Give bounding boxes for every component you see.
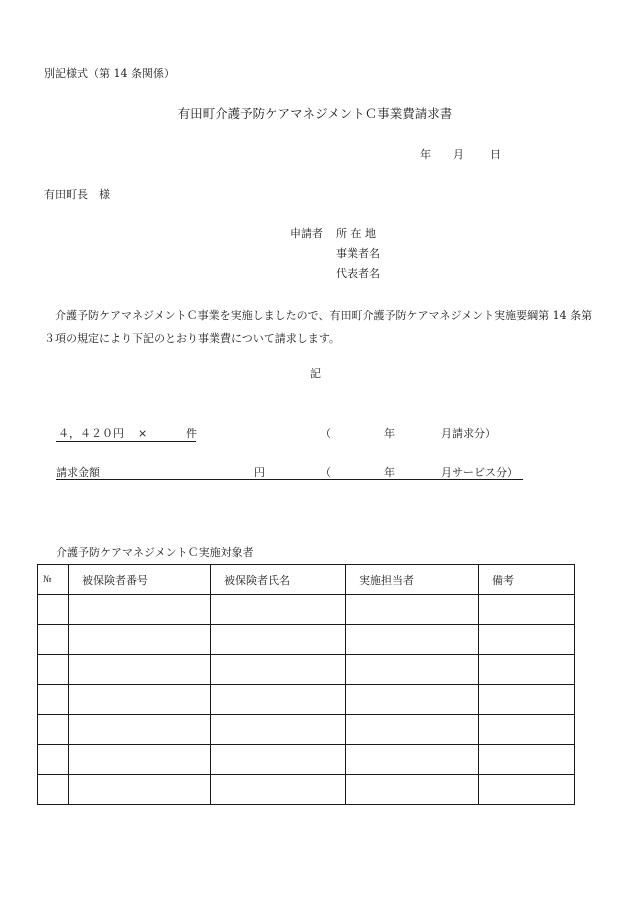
col-header-remarks: 備考	[479, 565, 575, 595]
table-cell[interactable]	[211, 685, 346, 715]
table-cell[interactable]	[69, 625, 211, 655]
table-cell[interactable]	[211, 775, 346, 805]
col-header-number: №	[38, 565, 69, 595]
table-cell[interactable]	[479, 775, 575, 805]
table-row	[38, 625, 575, 655]
date-day: 日	[490, 148, 501, 161]
claim-amount-underline	[56, 479, 523, 480]
applicant-label: 申請者	[290, 227, 323, 240]
table-cell[interactable]	[69, 715, 211, 745]
service-period-open-paren: （	[320, 466, 331, 479]
applicant-representative-label: 代表者名	[336, 267, 380, 280]
table-cell[interactable]	[69, 655, 211, 685]
table-cell[interactable]	[346, 775, 479, 805]
request-statement: 介護予防ケアマネジメントＣ事業を実施しましたので、有田町介護予防ケアマネジメント実施要綱第 14 条第３項の規定により下記のとおり事業費について請求します。	[44, 309, 593, 345]
table-cell[interactable]	[211, 655, 346, 685]
table-cell[interactable]	[211, 595, 346, 625]
table-cell[interactable]	[69, 745, 211, 775]
table-cell[interactable]	[38, 715, 69, 745]
table-cell[interactable]	[346, 655, 479, 685]
date-month: 月	[453, 148, 464, 161]
claim-amount-label: 請求金額	[56, 466, 100, 479]
ki-heading: 記	[310, 367, 321, 380]
table-row	[38, 685, 575, 715]
applicant-address-label: 所 在 地	[336, 227, 376, 240]
table-cell[interactable]	[346, 745, 479, 775]
fee-underline	[56, 441, 196, 442]
table-cell[interactable]	[479, 625, 575, 655]
table-cell[interactable]	[38, 685, 69, 715]
claim-period-year: 年	[384, 427, 395, 440]
table-cell[interactable]	[38, 775, 69, 805]
table-cell[interactable]	[479, 655, 575, 685]
table-cell[interactable]	[38, 745, 69, 775]
table-cell[interactable]	[346, 625, 479, 655]
col-header-staff: 実施担当者	[346, 565, 479, 595]
claim-period-open-paren: （	[320, 427, 331, 440]
col-header-insured-number: 被保険者番号	[69, 565, 211, 595]
table-header-row	[38, 565, 575, 595]
table-cell[interactable]	[479, 715, 575, 745]
table-row	[38, 655, 575, 685]
service-period-month: 月サービス分）	[441, 466, 518, 479]
times-sign: ×	[138, 427, 148, 440]
target-persons-table	[37, 564, 575, 805]
table-cell[interactable]	[69, 775, 211, 805]
table-cell[interactable]	[479, 745, 575, 775]
table-row	[38, 595, 575, 625]
table-row	[38, 775, 575, 805]
table-row	[38, 745, 575, 775]
table-cell[interactable]	[211, 715, 346, 745]
table-row	[38, 715, 575, 745]
table-cell[interactable]	[38, 625, 69, 655]
table-cell[interactable]	[479, 685, 575, 715]
document-title: 有田町介護予防ケアマネジメントＣ事業費請求書	[177, 106, 453, 121]
table-cell[interactable]	[346, 715, 479, 745]
form-reference: 別記様式（第 14 条関係）	[44, 67, 175, 80]
unit-fee: ４，４２０円	[58, 427, 124, 440]
table-cell[interactable]	[69, 685, 211, 715]
table-cell[interactable]	[346, 595, 479, 625]
table-cell[interactable]	[211, 625, 346, 655]
table-cell[interactable]	[479, 595, 575, 625]
table-caption: 介護予防ケアマネジメントＣ実施対象者	[56, 546, 254, 559]
count-unit: 件	[186, 427, 197, 440]
yen-unit: 円	[254, 466, 265, 479]
table-cell[interactable]	[38, 655, 69, 685]
table-cell[interactable]	[69, 595, 211, 625]
claim-period-month: 月請求分）	[441, 427, 496, 440]
table-cell[interactable]	[211, 745, 346, 775]
table-cell[interactable]	[38, 595, 69, 625]
addressee: 有田町長 様	[44, 188, 110, 201]
applicant-business-name-label: 事業者名	[336, 247, 380, 260]
col-header-insured-name: 被保険者氏名	[211, 565, 346, 595]
table-cell[interactable]	[346, 685, 479, 715]
service-period-year: 年	[384, 466, 395, 479]
date-year: 年	[420, 148, 431, 161]
